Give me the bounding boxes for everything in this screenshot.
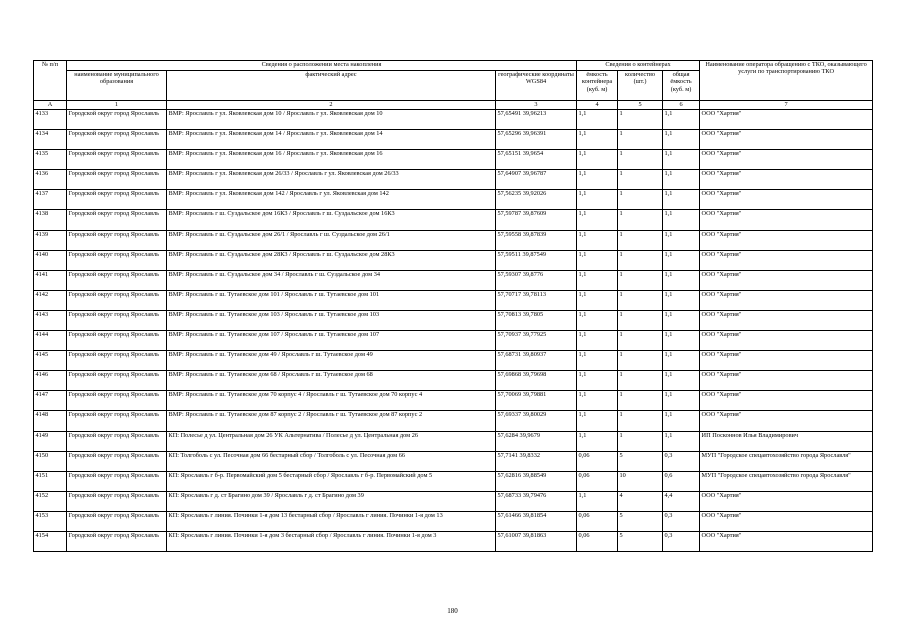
- cell-coordinates: 57,59511 39,87549: [496, 250, 577, 270]
- cell-operator: ООО "Хартия": [700, 110, 873, 130]
- cell-total-capacity: 1,1: [663, 170, 700, 190]
- cell-capacity: 1,1: [577, 331, 618, 351]
- cell-total-capacity: 1,1: [663, 431, 700, 451]
- table-row: [34, 491, 873, 511]
- column-index-cell: 7: [700, 101, 873, 110]
- cell-municipality: Городской округ город Ярославль: [67, 230, 167, 250]
- cell-address: ВМР: Ярославль г ш. Тутаевское дом 107 / Ярославль г ш. Тутаевское дом 107: [167, 331, 496, 351]
- column-index-cell: 3: [496, 101, 577, 110]
- cell-operator: ООО "Хартия": [700, 270, 873, 290]
- column-index-cell: 4: [577, 101, 618, 110]
- cell-number: 4140: [34, 250, 67, 270]
- cell-number: 4137: [34, 190, 67, 210]
- cell-total-capacity: 0,3: [663, 531, 700, 551]
- registry-table: [33, 60, 873, 552]
- cell-total-capacity: 1,1: [663, 110, 700, 130]
- table-body: [34, 110, 873, 552]
- cell-coordinates: 57,70937 39,77925: [496, 331, 577, 351]
- table-row: [34, 451, 873, 471]
- cell-address: ВМР: Ярославль г ш. Тутаевское дом 101 / Ярославль г ш. Тутаевское дом 101: [167, 290, 496, 310]
- cell-number: 4147: [34, 391, 67, 411]
- cell-operator: МУП "Городское спецавтохозяйство города Ярославля": [700, 471, 873, 491]
- cell-count: 1: [618, 170, 663, 190]
- cell-capacity: 1,1: [577, 431, 618, 451]
- cell-count: 5: [618, 511, 663, 531]
- cell-count: 1: [618, 130, 663, 150]
- cell-address: ВМР: Ярославль г ш. Суздальское дом 34 / Ярославль г ш. Суздальское дом 34: [167, 270, 496, 290]
- cell-capacity: 1,1: [577, 391, 618, 411]
- cell-municipality: Городской округ город Ярославль: [67, 451, 167, 471]
- cell-coordinates: 57,64907 39,96787: [496, 170, 577, 190]
- cell-count: 4: [618, 491, 663, 511]
- table-row: [34, 130, 873, 150]
- cell-coordinates: 57,61466 39,81854: [496, 511, 577, 531]
- cell-count: 5: [618, 531, 663, 551]
- cell-municipality: Городской округ город Ярославль: [67, 371, 167, 391]
- cell-capacity: 1,1: [577, 491, 618, 511]
- cell-operator: ООО "Хартия": [700, 230, 873, 250]
- cell-total-capacity: 1,1: [663, 411, 700, 431]
- cell-capacity: 0,06: [577, 471, 618, 491]
- cell-capacity: 1,1: [577, 170, 618, 190]
- cell-municipality: Городской округ город Ярославль: [67, 411, 167, 431]
- header-operator: Наименование оператора обращению с ТКО, оказывающего услуги по транспортированию ТКО: [700, 61, 873, 101]
- cell-municipality: Городской округ город Ярославль: [67, 150, 167, 170]
- cell-total-capacity: 1,1: [663, 371, 700, 391]
- cell-number: 4145: [34, 351, 67, 371]
- cell-number: 4152: [34, 491, 67, 511]
- cell-count: 1: [618, 230, 663, 250]
- cell-municipality: Городской округ город Ярославль: [67, 130, 167, 150]
- table-row: [34, 411, 873, 431]
- cell-coordinates: 57,69868 39,79698: [496, 371, 577, 391]
- cell-capacity: 1,1: [577, 310, 618, 330]
- cell-address: ВМР: Ярославль г ул. Яковлевская дом 142 / Ярославль г ул. Яковлевская дом 142: [167, 190, 496, 210]
- cell-number: 4154: [34, 531, 67, 551]
- header-municipality: наименование муниципального образования: [67, 71, 167, 101]
- cell-municipality: Городской округ город Ярославль: [67, 250, 167, 270]
- cell-coordinates: 57,62816 39,88549: [496, 471, 577, 491]
- cell-coordinates: 57,68731 39,80937: [496, 351, 577, 371]
- table-row: [34, 310, 873, 330]
- table-row: [34, 190, 873, 210]
- column-index-cell: А: [34, 101, 67, 110]
- column-index-cell: 6: [663, 101, 700, 110]
- cell-address: ВМР: Ярославль г ш. Тутаевское дом 49 / Ярославль г ш. Тутаевское дом 49: [167, 351, 496, 371]
- cell-capacity: 1,1: [577, 130, 618, 150]
- cell-coordinates: 57,70813 39,7805: [496, 310, 577, 330]
- header-capacity: ёмкость контейнера (куб. м): [577, 71, 618, 101]
- cell-number: 4134: [34, 130, 67, 150]
- cell-count: 1: [618, 391, 663, 411]
- cell-coordinates: 57,65151 39,9654: [496, 150, 577, 170]
- table-row: [34, 511, 873, 531]
- cell-count: 10: [618, 471, 663, 491]
- cell-operator: ООО "Хартия": [700, 190, 873, 210]
- cell-count: 1: [618, 150, 663, 170]
- cell-address: ВМР: Ярославль г ш. Суздальское дом 16К3 / Ярославль г ш. Суздальское дом 16К3: [167, 210, 496, 230]
- column-index-cell: 1: [67, 101, 167, 110]
- cell-number: 4148: [34, 411, 67, 431]
- table-row: [34, 210, 873, 230]
- cell-number: 4136: [34, 170, 67, 190]
- cell-total-capacity: 1,1: [663, 130, 700, 150]
- table-row: [34, 150, 873, 170]
- cell-total-capacity: 1,1: [663, 150, 700, 170]
- cell-operator: ООО "Хартия": [700, 491, 873, 511]
- cell-count: 1: [618, 371, 663, 391]
- cell-total-capacity: 0,6: [663, 471, 700, 491]
- cell-total-capacity: 1,1: [663, 310, 700, 330]
- header-containers-group: Сведения о контейнерах: [577, 61, 700, 71]
- table-row: [34, 351, 873, 371]
- cell-operator: ООО "Хартия": [700, 310, 873, 330]
- cell-address: ВМР: Ярославль г ул. Яковлевская дом 16 / Ярославль г ул. Яковлевская дом 16: [167, 150, 496, 170]
- header-num: № п/п: [34, 61, 67, 101]
- cell-number: 4135: [34, 150, 67, 170]
- cell-municipality: Городской округ город Ярославль: [67, 491, 167, 511]
- cell-operator: ООО "Хартия": [700, 351, 873, 371]
- header-coords: географические координаты WGS84: [496, 71, 577, 101]
- cell-total-capacity: 4,4: [663, 491, 700, 511]
- cell-address: КП: Ярославль г линия. Починки 1-я дом 13 бестарный сбор / Ярославль г линия. Починки 1-я дом 13: [167, 511, 496, 531]
- cell-address: ВМР: Ярославль г ш. Тутаевское дом 68 / Ярославль г ш. Тутаевское дом 68: [167, 371, 496, 391]
- cell-coordinates: 57,65491 39,96213: [496, 110, 577, 130]
- cell-coordinates: 57,70717 39,78113: [496, 290, 577, 310]
- cell-number: 4144: [34, 331, 67, 351]
- cell-operator: ООО "Хартия": [700, 290, 873, 310]
- cell-operator: ООО "Хартия": [700, 170, 873, 190]
- cell-operator: ООО "Хартия": [700, 150, 873, 170]
- cell-number: 4138: [34, 210, 67, 230]
- cell-capacity: 0,06: [577, 451, 618, 471]
- cell-operator: ООО "Хартия": [700, 331, 873, 351]
- cell-count: 1: [618, 351, 663, 371]
- cell-coordinates: 57,59787 39,87609: [496, 210, 577, 230]
- table-row: [34, 331, 873, 351]
- table-row: [34, 431, 873, 451]
- cell-capacity: 1,1: [577, 250, 618, 270]
- cell-municipality: Городской округ город Ярославль: [67, 331, 167, 351]
- table-row: [34, 371, 873, 391]
- cell-operator: ООО "Хартия": [700, 411, 873, 431]
- cell-municipality: Городской округ город Ярославль: [67, 170, 167, 190]
- cell-capacity: 1,1: [577, 230, 618, 250]
- cell-address: КП: Толгоболь с ул. Песочная дом 66 бестарный сбор / Толгоболь с ул. Песочная дом 66: [167, 451, 496, 471]
- cell-coordinates: 57,69337 39,80029: [496, 411, 577, 431]
- header-total: общая ёмкость (куб. м): [663, 71, 700, 101]
- table-row: [34, 230, 873, 250]
- cell-total-capacity: 0,3: [663, 511, 700, 531]
- cell-capacity: 1,1: [577, 411, 618, 431]
- column-index-cell: 2: [167, 101, 496, 110]
- cell-coordinates: 57,68733 39,79476: [496, 491, 577, 511]
- cell-total-capacity: 1,1: [663, 351, 700, 371]
- cell-operator: ООО "Хартия": [700, 250, 873, 270]
- cell-number: 4149: [34, 431, 67, 451]
- cell-total-capacity: 1,1: [663, 290, 700, 310]
- cell-capacity: 1,1: [577, 371, 618, 391]
- cell-total-capacity: 1,1: [663, 250, 700, 270]
- cell-address: ВМР: Ярославль г ш. Тутаевское дом 103 / Ярославль г ш. Тутаевское дом 103: [167, 310, 496, 330]
- cell-municipality: Городской округ город Ярославль: [67, 511, 167, 531]
- cell-address: ВМР: Ярославль г ул. Яковлевская дом 26/33 / Ярославль г ул. Яковлевская дом 26/33: [167, 170, 496, 190]
- cell-count: 1: [618, 270, 663, 290]
- cell-coordinates: 57,61007 39,81863: [496, 531, 577, 551]
- header-address: фактический адрес: [167, 71, 496, 101]
- cell-municipality: Городской округ город Ярославль: [67, 110, 167, 130]
- cell-coordinates: 57,6284 39,9679: [496, 431, 577, 451]
- cell-address: ВМР: Ярославль г ш. Тутаевское дом 87 корпус 2 / Ярославль г ш. Тутаевское дом 87 корпус 2: [167, 411, 496, 431]
- cell-number: 4142: [34, 290, 67, 310]
- cell-count: 1: [618, 190, 663, 210]
- cell-address: КП: Полесье д ул. Центральная дом 26 УК Альтернатива / Полесье д ул. Центральная дом 26: [167, 431, 496, 451]
- column-index-cell: 5: [618, 101, 663, 110]
- cell-number: 4150: [34, 451, 67, 471]
- cell-address: ВМР: Ярославль г ш. Тутаевское дом 70 корпус 4 / Ярославль г ш. Тутаевское дом 70 корпус 4: [167, 391, 496, 411]
- cell-operator: ООО "Хартия": [700, 210, 873, 230]
- cell-count: 1: [618, 250, 663, 270]
- cell-number: 4153: [34, 511, 67, 531]
- cell-capacity: 1,1: [577, 290, 618, 310]
- cell-total-capacity: 1,1: [663, 210, 700, 230]
- cell-address: ВМР: Ярославль г ш. Суздальское дом 28К3 / Ярославль г ш. Суздальское дом 28К3: [167, 250, 496, 270]
- cell-number: 4151: [34, 471, 67, 491]
- table-row: [34, 110, 873, 130]
- cell-number: 4141: [34, 270, 67, 290]
- cell-address: КП: Ярославль г б-р. Первомайский дом 5 бестарный сбор / Ярославль г б-р. Первомайский дом 5: [167, 471, 496, 491]
- cell-municipality: Городской округ город Ярославль: [67, 431, 167, 451]
- cell-capacity: 1,1: [577, 110, 618, 130]
- cell-number: 4146: [34, 371, 67, 391]
- cell-capacity: 0,06: [577, 531, 618, 551]
- cell-coordinates: 57,70069 39,79881: [496, 391, 577, 411]
- cell-operator: ООО "Хартия": [700, 130, 873, 150]
- cell-number: 4139: [34, 230, 67, 250]
- cell-operator: ООО "Хартия": [700, 391, 873, 411]
- cell-count: 1: [618, 411, 663, 431]
- table-row: [34, 391, 873, 411]
- table-row: [34, 290, 873, 310]
- table-row: [34, 170, 873, 190]
- cell-total-capacity: 1,1: [663, 270, 700, 290]
- cell-capacity: 1,1: [577, 270, 618, 290]
- page-number: 180: [447, 607, 458, 615]
- cell-address: ВМР: Ярославль г ш. Суздальское дом 26/1 / Ярославль г ш. Суздальское дом 26/1: [167, 230, 496, 250]
- cell-municipality: Городской округ город Ярославль: [67, 190, 167, 210]
- cell-count: 1: [618, 431, 663, 451]
- cell-total-capacity: 1,1: [663, 331, 700, 351]
- cell-address: КП: Ярославль г линия. Починки 1-я дом 3 бестарный сбор / Ярославль г линия. Починки 1-я дом 3: [167, 531, 496, 551]
- cell-capacity: 1,1: [577, 351, 618, 371]
- column-index-row: [34, 101, 873, 110]
- cell-address: ВМР: Ярославль г ул. Яковлевская дом 10 / Ярославль г ул. Яковлевская дом 10: [167, 110, 496, 130]
- cell-municipality: Городской округ город Ярославль: [67, 391, 167, 411]
- cell-operator: ООО "Хартия": [700, 531, 873, 551]
- cell-operator: ООО "Хартия": [700, 511, 873, 531]
- cell-capacity: 1,1: [577, 210, 618, 230]
- cell-municipality: Городской округ город Ярославль: [67, 471, 167, 491]
- table-row: [34, 471, 873, 491]
- cell-coordinates: 57,59307 39,8776: [496, 270, 577, 290]
- cell-coordinates: 57,65296 39,96391: [496, 130, 577, 150]
- cell-operator: ИП Посконнов Илья Владимирович: [700, 431, 873, 451]
- table-row: [34, 250, 873, 270]
- cell-capacity: 1,1: [577, 190, 618, 210]
- cell-count: 5: [618, 451, 663, 471]
- cell-count: 1: [618, 290, 663, 310]
- header-count: количество (шт.): [618, 71, 663, 101]
- cell-municipality: Городской округ город Ярославль: [67, 351, 167, 371]
- cell-operator: ООО "Хартия": [700, 371, 873, 391]
- cell-municipality: Городской округ город Ярославль: [67, 310, 167, 330]
- table-row: [34, 270, 873, 290]
- cell-address: КП: Ярославль г д. ст Брагино дом 39 / Ярославль г д. ст Брагино дом 39: [167, 491, 496, 511]
- cell-capacity: 0,06: [577, 511, 618, 531]
- cell-operator: МУП "Городское спецавтохозяйство города Ярославля": [700, 451, 873, 471]
- cell-count: 1: [618, 331, 663, 351]
- cell-coordinates: 57,56235 39,92026: [496, 190, 577, 210]
- cell-total-capacity: 0,3: [663, 451, 700, 471]
- cell-address: ВМР: Ярославль г ул. Яковлевская дом 14 / Ярославль г ул. Яковлевская дом 14: [167, 130, 496, 150]
- cell-count: 1: [618, 210, 663, 230]
- cell-count: 1: [618, 110, 663, 130]
- cell-capacity: 1,1: [577, 150, 618, 170]
- cell-coordinates: 57,59558 39,87839: [496, 230, 577, 250]
- cell-total-capacity: 1,1: [663, 190, 700, 210]
- cell-municipality: Городской округ город Ярославль: [67, 210, 167, 230]
- cell-municipality: Городской округ город Ярославль: [67, 290, 167, 310]
- cell-number: 4143: [34, 310, 67, 330]
- cell-count: 1: [618, 310, 663, 330]
- cell-total-capacity: 1,1: [663, 391, 700, 411]
- cell-municipality: Городской округ город Ярославль: [67, 531, 167, 551]
- cell-municipality: Городской округ город Ярославль: [67, 270, 167, 290]
- header-location-group: Сведения о расположении места накопления: [67, 61, 577, 71]
- cell-number: 4133: [34, 110, 67, 130]
- cell-coordinates: 57,7141 39,8332: [496, 451, 577, 471]
- cell-total-capacity: 1,1: [663, 230, 700, 250]
- table-row: [34, 531, 873, 551]
